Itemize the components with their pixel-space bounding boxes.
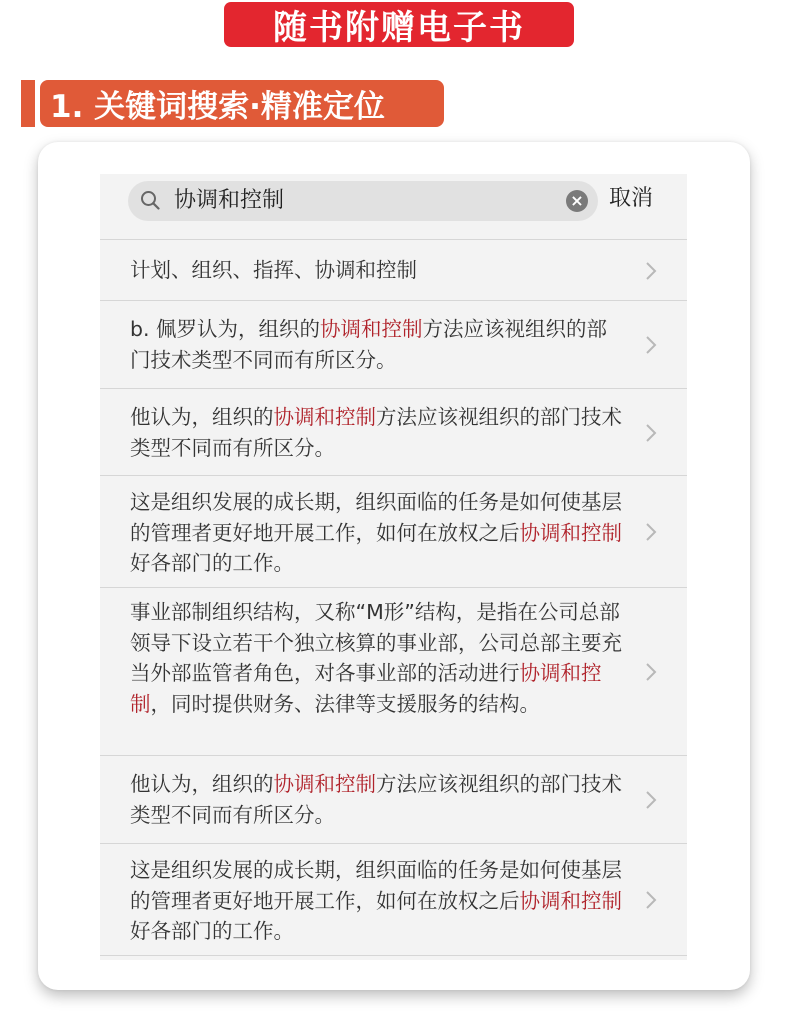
result-item[interactable] [100, 844, 687, 956]
result-item[interactable] [100, 240, 687, 301]
cancel-button[interactable]: 取消 [609, 186, 654, 211]
section-title: 1. 关键词搜索·精准定位 [40, 80, 444, 127]
result-text: 计划、组织、指挥、协调和控制 [130, 258, 417, 282]
chevron-right-icon [645, 522, 657, 542]
result-item[interactable] [100, 588, 687, 756]
chevron-right-icon [645, 335, 657, 355]
clear-search-icon[interactable]: × [566, 190, 588, 212]
result-item[interactable] [100, 756, 687, 844]
search-query: 协调和控制 [174, 188, 285, 213]
result-text: b. 佩罗认为，组织的协调和控制方法应该视组织的部门技术类型不同而有所区分。 [130, 317, 608, 372]
chevron-right-icon [645, 790, 657, 810]
ebook-gift-banner: 随书附赠电子书 [224, 2, 574, 47]
result-text: 事业部制组织结构，又称“M形”结构，是指在公司总部领导下设立若干个独立核算的事业部，公司总部主要充当外部监管者角色，对各事业部的活动进行协调和控制，同时提供财务、法律等支援服务的结构。 [130, 600, 622, 716]
chevron-right-icon [645, 890, 657, 910]
result-item[interactable] [100, 301, 687, 389]
phone-screen [100, 174, 687, 960]
result-text: 这是组织发展的成长期，组织面临的任务是如何使基层的管理者更好地开展工作，如何在放权之后协调和控制好各部门的工作。 [130, 858, 622, 943]
chevron-right-icon [645, 261, 657, 281]
chevron-right-icon [645, 662, 657, 682]
section-accent-bar [21, 80, 35, 127]
result-text: 这是组织发展的成长期，组织面临的任务是如何使基层的管理者更好地开展工作，如何在放权之后协调和控制好各部门的工作。 [130, 490, 622, 575]
search-bar [100, 174, 687, 240]
result-item[interactable] [100, 389, 687, 476]
search-icon [140, 190, 160, 210]
search-input[interactable] [128, 181, 598, 221]
result-text: 他认为，组织的协调和控制方法应该视组织的部门技术类型不同而有所区分。 [130, 772, 622, 827]
result-text: 他认为，组织的协调和控制方法应该视组织的部门技术类型不同而有所区分。 [130, 405, 622, 460]
chevron-right-icon [645, 423, 657, 443]
result-item[interactable] [100, 476, 687, 588]
